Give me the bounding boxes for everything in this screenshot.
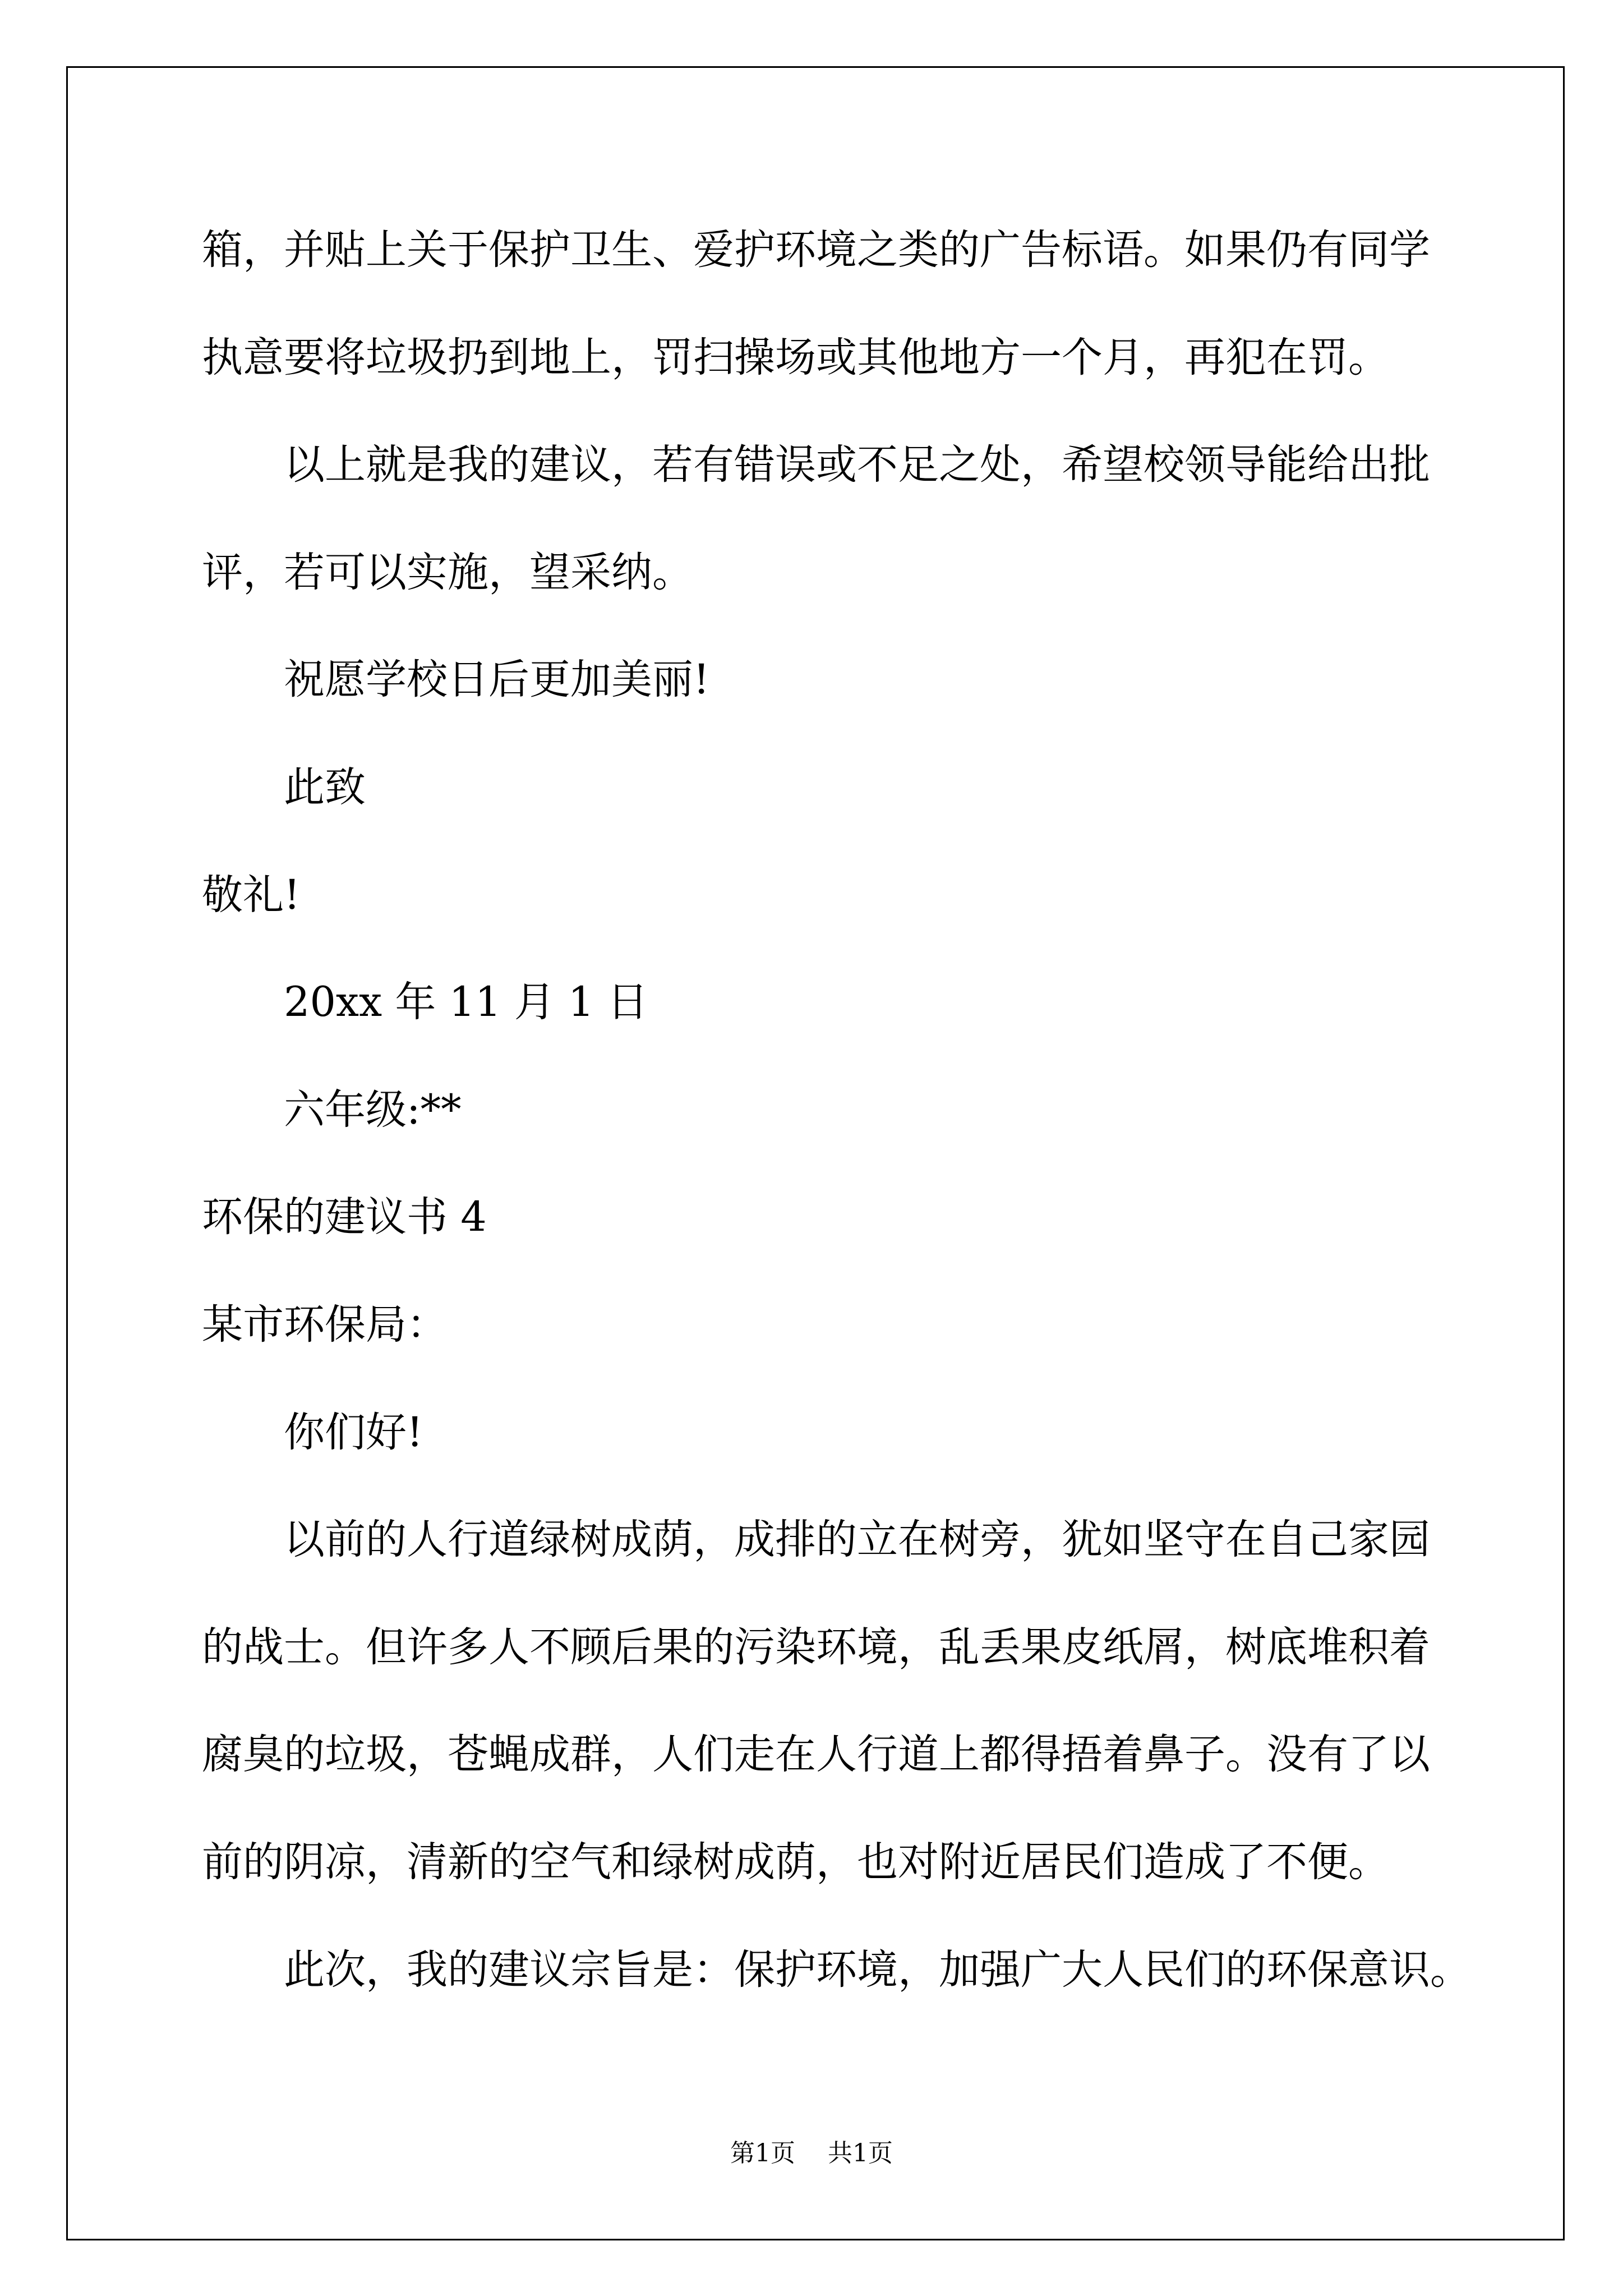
text-line: 以前的人行道绿树成荫，成排的立在树旁，犹如坚守在自己家园 xyxy=(284,1516,1430,1564)
text-line: 执意要将垃圾扔到地上，罚扫操场或其他地方一个月，再犯在罚。 xyxy=(202,333,1389,381)
current-page-label: 第1页 xyxy=(730,2139,795,2168)
total-pages-label: 共1页 xyxy=(828,2139,893,2168)
paragraph-wish xyxy=(202,626,1514,734)
paragraph-date xyxy=(202,949,1514,1056)
letter-title xyxy=(202,1163,1514,1271)
paragraph-1 xyxy=(202,1486,1514,1916)
signature-line: 六年级:** xyxy=(284,1085,462,1134)
closing-line: 此致 xyxy=(284,763,366,811)
paragraph-addressee xyxy=(202,1271,1514,1379)
paragraph-body-continued xyxy=(202,196,1514,411)
text-line: 此次，我的建议宗旨是：保护环境，加强广大人民们的环保意识。 xyxy=(284,1945,1471,1994)
text-line: 以上就是我的建议，若有错误或不足之处，希望校领导能给出批 xyxy=(284,441,1430,489)
addressee-line: 某市环保局： xyxy=(202,1300,448,1349)
greeting-line: 你们好! xyxy=(284,1408,423,1456)
paragraph-closing xyxy=(202,734,1514,841)
paragraph-conclusion xyxy=(202,411,1514,626)
paragraph-signature xyxy=(202,1056,1514,1164)
page-footer xyxy=(0,2138,1623,2169)
text-line: 的战士。但许多人不顾后果的污染环境，乱丢果皮纸屑，树底堆积着 xyxy=(202,1623,1430,1671)
document-body xyxy=(202,196,1514,2023)
paragraph-greeting xyxy=(202,1379,1514,1487)
text-line: 前的阴凉，清新的空气和绿树成荫，也对附近居民们造成了不便。 xyxy=(202,1838,1389,1886)
paragraph-2 xyxy=(202,1916,1514,2024)
paragraph-salute xyxy=(202,841,1514,949)
text-line: 箱，并贴上关于保护卫生、爱护环境之类的广告标语。如果仍有同学 xyxy=(202,226,1430,274)
text-line: 评，若可以实施，望采纳。 xyxy=(202,548,693,596)
date-line: 20xx 年 11 月 1 日 xyxy=(284,978,648,1027)
text-line: 腐臭的垃圾，苍蝇成群，人们走在人行道上都得捂着鼻子。没有了以 xyxy=(202,1731,1430,1779)
title-line: 环保的建议书 4 xyxy=(202,1193,487,1241)
wish-line: 祝愿学校日后更加美丽! xyxy=(284,656,710,704)
salute-line: 敬礼! xyxy=(202,871,301,919)
